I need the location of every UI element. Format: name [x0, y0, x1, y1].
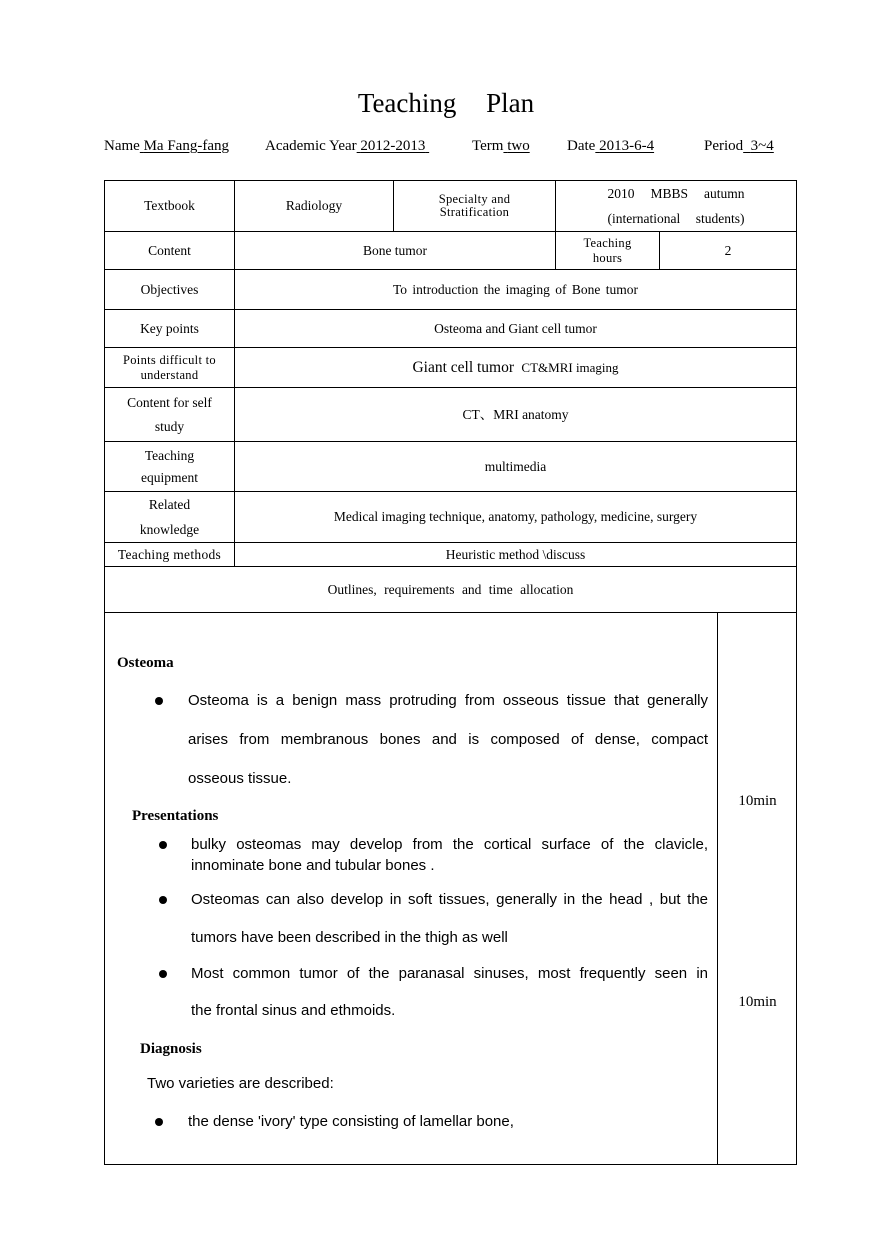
outline-cell [105, 613, 797, 1165]
equipment-label [105, 442, 235, 492]
academic-year-field [265, 137, 429, 155]
row-content [105, 232, 797, 270]
teaching-methods-value: Heuristic method \discuss [235, 543, 797, 567]
presentation-line: tumors have been described in the thigh as well [191, 929, 508, 946]
self-study-label-line: Content for self [127, 394, 212, 410]
name-label: Name [104, 138, 140, 154]
osteoma-definition-line: Osteoma is a benign mass protruding from osseous tissue that generally [188, 692, 708, 709]
specialty-value-line: 2010 MBBS autumn [607, 186, 745, 201]
difficult-points-label [105, 348, 235, 388]
row-outline-body [105, 613, 797, 1165]
osteoma-definition-line: arises from membranous bones and is composed of dense, compact [188, 731, 708, 748]
outline-body [105, 613, 796, 1164]
presentation-line: bulky osteomas may develop from the cortical surface of the clavicle, [191, 836, 708, 853]
specialty-value-box [608, 181, 745, 231]
academic-year-value: 2012-2013 [360, 138, 426, 154]
specialty-value [556, 181, 797, 232]
difficult-points-value [235, 348, 797, 388]
related-knowledge-label [105, 492, 235, 543]
row-textbook [105, 181, 797, 232]
specialty-value-line: (international students) [607, 211, 745, 226]
self-study-label-line: study [154, 418, 185, 434]
bullet-icon [159, 970, 167, 978]
period-value: 3~4 [750, 138, 774, 154]
key-points-label: Key points [105, 310, 235, 348]
presentation-line: Osteomas can also develop in soft tissues, generally in the head , but the [191, 891, 708, 908]
self-study-label [105, 388, 235, 442]
bullet-icon [159, 841, 167, 849]
term-field [472, 137, 530, 155]
content-value: Bone tumor [235, 232, 556, 270]
page-title: Teaching Plan [357, 88, 535, 118]
diagnosis-line: the dense 'ivory' type consisting of lamellar bone, [188, 1113, 514, 1130]
difficult-points-sub: CT&MRI imaging [521, 359, 619, 375]
row-key-points [105, 310, 797, 348]
objectives-value: To introduction the imaging of Bone tumor [235, 270, 797, 310]
equipment-label-line: equipment [141, 469, 198, 485]
diagnosis-intro: Two varieties are described: [147, 1075, 334, 1092]
specialty-label-line: Specialty and [438, 192, 511, 206]
difficult-points-label-line: Points difficult to [123, 352, 216, 367]
presentations-heading: Presentations [132, 808, 219, 824]
diagnosis-heading: Diagnosis [140, 1041, 202, 1057]
name-value: Ma Fang-fang [143, 138, 229, 154]
related-knowledge-label-line: knowledge [139, 522, 200, 537]
equipment-label-line: Teaching [144, 447, 195, 463]
related-knowledge-label-line: Related [148, 497, 191, 512]
osteoma-definition-line: osseous tissue. [188, 770, 292, 787]
row-teaching-methods [105, 543, 797, 567]
period-field [704, 137, 774, 155]
teaching-plan-table [104, 180, 797, 1165]
related-knowledge-value: Medical imaging technique, anatomy, pathology, medicine, surgery [235, 492, 797, 543]
presentation-line: innominate bone and tubular bones . [191, 857, 435, 874]
teaching-hours-label-line: Teaching [583, 235, 632, 250]
date-value: 2013-6-4 [599, 138, 655, 154]
time-allocation-column [717, 613, 797, 1164]
difficult-points-label-line: understand [140, 367, 199, 382]
content-label: Content [105, 232, 235, 270]
period-label: Period [704, 138, 744, 154]
key-points-value: Osteoma and Giant cell tumor [235, 310, 797, 348]
bullet-icon [155, 697, 163, 705]
textbook-value: Radiology [235, 181, 394, 232]
term-label: Term [472, 138, 504, 154]
row-difficult-points [105, 348, 797, 388]
row-outline-header [105, 567, 797, 613]
row-objectives [105, 270, 797, 310]
difficult-points-main: Giant cell tumor [412, 358, 515, 376]
academic-year-label: Academic Year [265, 138, 357, 154]
outline-header: Outlines, requirements and time allocation [105, 567, 797, 613]
osteoma-heading: Osteoma [117, 655, 174, 671]
textbook-label: Textbook [105, 181, 235, 232]
name-field [104, 137, 229, 155]
teaching-hours-value: 2 [660, 232, 797, 270]
date-label: Date [567, 138, 596, 154]
teaching-methods-label: Teaching methods [105, 543, 235, 567]
teaching-hours-label [556, 232, 660, 270]
time-allocation: 10min [738, 793, 777, 809]
bullet-icon [159, 896, 167, 904]
specialty-label-line: Stratification [439, 205, 510, 219]
row-related-knowledge [105, 492, 797, 543]
time-allocation: 10min [738, 994, 777, 1010]
presentation-line: Most common tumor of the paranasal sinuses, most frequently seen in [191, 965, 708, 982]
term-value: two [507, 138, 530, 154]
self-study-value: CT、MRI anatomy [235, 388, 797, 442]
teaching-hours-label-line: hours [592, 250, 623, 265]
equipment-value: multimedia [235, 442, 797, 492]
bullet-icon [155, 1118, 163, 1126]
row-self-study [105, 388, 797, 442]
row-equipment [105, 442, 797, 492]
objectives-label: Objectives [105, 270, 235, 310]
presentation-line: the frontal sinus and ethmoids. [191, 1002, 396, 1019]
specialty-label [394, 181, 556, 232]
date-field [567, 137, 654, 155]
